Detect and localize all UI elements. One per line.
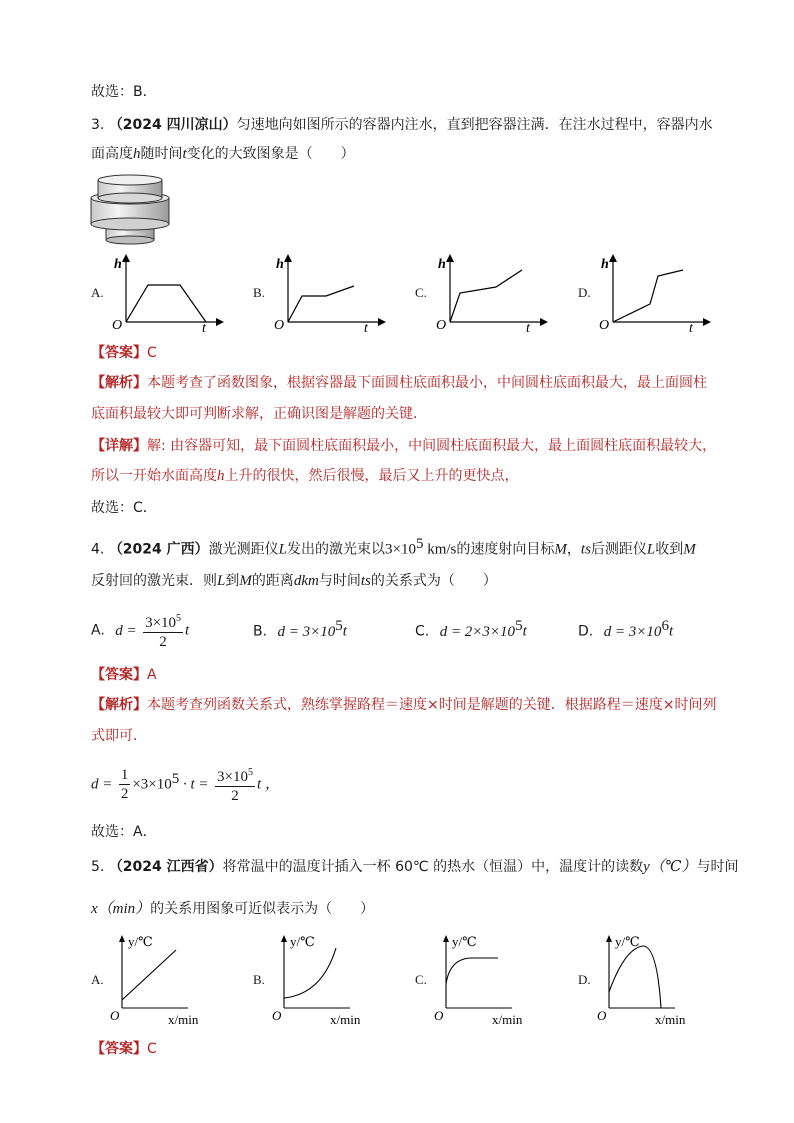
q4-stem-2a: 反射回的激光束．则	[91, 573, 217, 589]
q4-var-l: L	[278, 541, 287, 558]
q3-c-axis-x: t	[526, 321, 530, 334]
q4-option-d	[578, 618, 673, 641]
q5-c-axis-x: x/min	[492, 1012, 523, 1027]
q5-d-axis-x: x/min	[655, 1012, 686, 1027]
q4-formula-f1-den: 2	[120, 786, 129, 802]
q3-detail-2b: 上升的很快，然后很慢，最后又上升的更快点，	[224, 468, 519, 484]
q3-a-origin: O	[112, 318, 123, 333]
q4-opt-c-exp: 5	[515, 618, 523, 634]
q4-formula	[91, 764, 280, 805]
prev-answer: 故选：B．	[91, 84, 157, 100]
q4-answer-line	[91, 661, 157, 689]
q3-option-c-label: C.	[415, 285, 427, 300]
q4-opt-a-num: 3×10	[145, 615, 177, 631]
q3-option-b-label: B.	[253, 285, 265, 300]
q5-b-origin: O	[272, 1008, 282, 1023]
q3-c-origin: O	[436, 318, 447, 333]
q4-speed-coef: 3×10	[385, 541, 416, 558]
q3-stem-1: 匀速地向如图所示的容器内注水，直到把容器注满．在注水过程中，容器内水	[236, 117, 713, 133]
q4-var-dkm: dkm	[293, 573, 319, 589]
q4-analysis-line2: 式即可．	[91, 728, 147, 744]
q3-detail-line2	[91, 462, 519, 490]
q3-c-axis-y: h	[438, 257, 446, 272]
q3-number: 3.	[91, 117, 105, 133]
q5-graph-c	[432, 928, 562, 1032]
q3-source: （2024 四川凉山）	[108, 117, 237, 133]
q4-formula-lhs: d =	[91, 776, 113, 793]
q5-graph-d	[595, 928, 725, 1032]
q3-graph-b	[270, 252, 390, 334]
q4-analysis-1: 本题考查列函数关系式，熟练掌握路程＝速度×时间是解题的关键．根据路程＝速度×时间列	[147, 697, 717, 713]
q4-var-l-3: L	[217, 573, 226, 589]
q5-d-axis-y: y/℃	[615, 934, 640, 949]
q4-analysis-line1	[91, 691, 716, 719]
q3-graph-d	[595, 252, 715, 334]
q3-analysis-1: 本题考查了函数图象，根据容器最下面圆柱底面积最小，中间圆柱底面积最大，最上面圆柱	[147, 375, 707, 391]
q3-analysis-line2: 底面积最较大即可判断求解，正确识图是解题的关键．	[91, 406, 427, 422]
q3-var-t: t	[182, 146, 187, 162]
q4-opt-c-var: t	[522, 623, 527, 640]
q3-stem-line2	[91, 140, 355, 168]
q3-container-figure	[88, 172, 172, 248]
q4-stem-2b: 到	[225, 573, 240, 589]
q3-var-h: h	[133, 146, 141, 162]
q3-b-axis-y: h	[276, 257, 284, 272]
q5-stem-2b: 的关系用图象可近似表示为（ ）	[150, 901, 375, 917]
q5-c-axis-y: y/℃	[452, 934, 477, 949]
q5-stem-b: 与时间	[696, 859, 739, 875]
q4-speed-exp: 5	[415, 536, 424, 552]
q4-stem-2c: 的距离	[251, 573, 294, 589]
q5-number: 5.	[91, 859, 105, 875]
q4-formula-f2-den: 2	[231, 788, 239, 804]
q3-analysis-tag: 【解析】	[91, 375, 147, 391]
q3-b-origin: O	[274, 318, 285, 333]
q3-stem-line1	[91, 111, 713, 139]
q3-detail-tag: 【详解】	[91, 438, 147, 454]
q3-a-axis-y: h	[114, 257, 122, 272]
q4-var-ts-2: ts	[360, 573, 371, 589]
q5-a-origin: O	[110, 1008, 120, 1023]
q4-answer-tag: 【答案】	[91, 667, 147, 683]
q4-formula-mid-exp: 5	[171, 770, 180, 787]
q4-stem-line2	[91, 567, 497, 595]
q4-formula-mid2: · t =	[179, 776, 209, 793]
q5-stem-2a: x（min）	[91, 901, 151, 917]
q4-opt-b-expr: d = 3×10	[277, 623, 336, 640]
q5-option-c-label: C.	[415, 972, 427, 987]
q3-answer-line	[91, 339, 157, 367]
q4-source: （2024 广西）	[108, 541, 209, 558]
q3-detail-var-h: h	[217, 468, 225, 484]
q5-answer-line	[91, 1035, 157, 1063]
q4-analysis-tag: 【解析】	[91, 697, 147, 713]
q5-stem-a: 将常温中的温度计插入一杯 60℃ 的热水（恒温）中，温度计的读数	[222, 859, 644, 875]
q4-var-m: M	[554, 541, 567, 558]
q4-opt-c-expr: d = 2×3×10	[439, 623, 516, 640]
q4-answer: A	[147, 667, 157, 683]
q4-stem-e: 后测距仪	[590, 541, 647, 558]
q4-formula-frac2	[215, 764, 255, 805]
q3-conclusion: 故选：C．	[91, 500, 157, 516]
q5-graph-b	[270, 928, 400, 1032]
q4-opt-d-label: D.	[578, 623, 594, 640]
q4-stem-2e: 的关系式为（ ）	[370, 573, 497, 589]
q4-opt-c-label: C.	[415, 623, 430, 640]
q5-source: （2024 江西省）	[108, 859, 223, 875]
q4-opt-b-exp: 5	[335, 618, 343, 634]
q4-var-l-2: L	[646, 541, 656, 558]
q3-stem-2a: 面高度	[91, 146, 133, 162]
q4-opt-a-num-exp: 5	[176, 613, 182, 624]
q4-opt-d-var: t	[668, 623, 674, 640]
q5-a-axis-x: x/min	[168, 1012, 199, 1027]
q4-opt-b-var: t	[342, 623, 347, 640]
q4-var-ts: ts	[580, 541, 591, 558]
q4-opt-a-frac	[143, 610, 183, 651]
q4-formula-mid: ×3×10	[132, 776, 172, 793]
q3-option-d-label: D.	[578, 285, 591, 300]
q4-option-b	[253, 618, 347, 641]
q4-formula-f2-num: 3×10	[217, 769, 248, 785]
q4-opt-a-lhs: d =	[115, 622, 137, 639]
q4-option-c	[415, 618, 527, 641]
q4-conclusion: 故选：A．	[91, 824, 157, 840]
q5-a-axis-y: y/℃	[128, 934, 153, 949]
q5-option-b-label: B.	[253, 972, 265, 987]
q3-detail-2a: 所以一开始水面高度	[91, 468, 217, 484]
q5-answer-tag: 【答案】	[91, 1041, 147, 1057]
q3-stem-2c: 变化的大致图象是（ ）	[186, 146, 355, 162]
q3-b-axis-x: t	[364, 321, 368, 334]
q3-d-axis-y: h	[601, 257, 609, 272]
q4-number: 4.	[91, 541, 105, 558]
q4-opt-b-label: B.	[253, 623, 268, 640]
q4-var-m-2: M	[683, 541, 696, 558]
q4-opt-a-var: t	[185, 622, 190, 639]
q4-var-m-3: M	[239, 573, 252, 589]
q5-b-axis-x: x/min	[330, 1012, 361, 1027]
q4-formula-f1-num: 1	[120, 767, 129, 783]
q4-stem-b: 发出的激光束以	[287, 541, 385, 558]
q4-opt-a-label: A.	[91, 622, 105, 639]
q3-detail-line1	[91, 432, 716, 460]
q4-stem-c: 的速度射向目标	[456, 541, 555, 558]
q4-stem-2d: 与时间	[318, 573, 361, 589]
q3-graph-c	[432, 252, 552, 334]
q3-stem-2b: 随时间	[140, 146, 183, 162]
q3-answer: C	[147, 345, 157, 361]
q4-formula-frac1	[119, 766, 131, 803]
q5-stem-y: y（℃）	[643, 859, 697, 875]
q4-stem-f: 收到	[655, 541, 684, 558]
q5-stem-line1	[91, 853, 739, 881]
q4-option-a	[91, 610, 189, 651]
q5-b-axis-y: y/℃	[290, 934, 315, 949]
q5-answer: C	[147, 1041, 157, 1057]
q3-a-axis-x: t	[202, 321, 206, 334]
q3-answer-tag: 【答案】	[91, 345, 147, 361]
q4-formula-f2-num-exp: 5	[247, 767, 253, 778]
q5-option-a-label: A.	[91, 972, 104, 987]
q3-d-origin: O	[599, 318, 610, 333]
q4-stem-a: 激光测距仪	[208, 541, 279, 558]
q5-option-d-label: D.	[578, 972, 591, 987]
q4-opt-d-expr: d = 3×10	[603, 623, 662, 640]
q3-detail-1: 解: 由容器可知，最下面圆柱底面积最小，中间圆柱底面积最大，最上面圆柱底面积最较大，	[147, 438, 717, 454]
q4-formula-end: t ，	[256, 776, 280, 793]
q5-d-origin: O	[597, 1008, 607, 1023]
q4-speed-unit: km/s	[423, 541, 457, 558]
q4-opt-a-den: 2	[159, 634, 167, 650]
q3-d-axis-x: t	[689, 321, 693, 334]
q4-stem-d: ，	[566, 541, 581, 558]
q5-c-origin: O	[434, 1008, 444, 1023]
q5-graph-a	[108, 928, 238, 1032]
q3-option-a-label: A.	[91, 285, 104, 300]
q3-analysis-line1	[91, 369, 707, 397]
q3-graph-a	[108, 252, 228, 334]
q4-stem-line1	[91, 530, 696, 564]
q4-opt-d-exp: 6	[661, 618, 669, 634]
q5-stem-line2	[91, 895, 374, 923]
